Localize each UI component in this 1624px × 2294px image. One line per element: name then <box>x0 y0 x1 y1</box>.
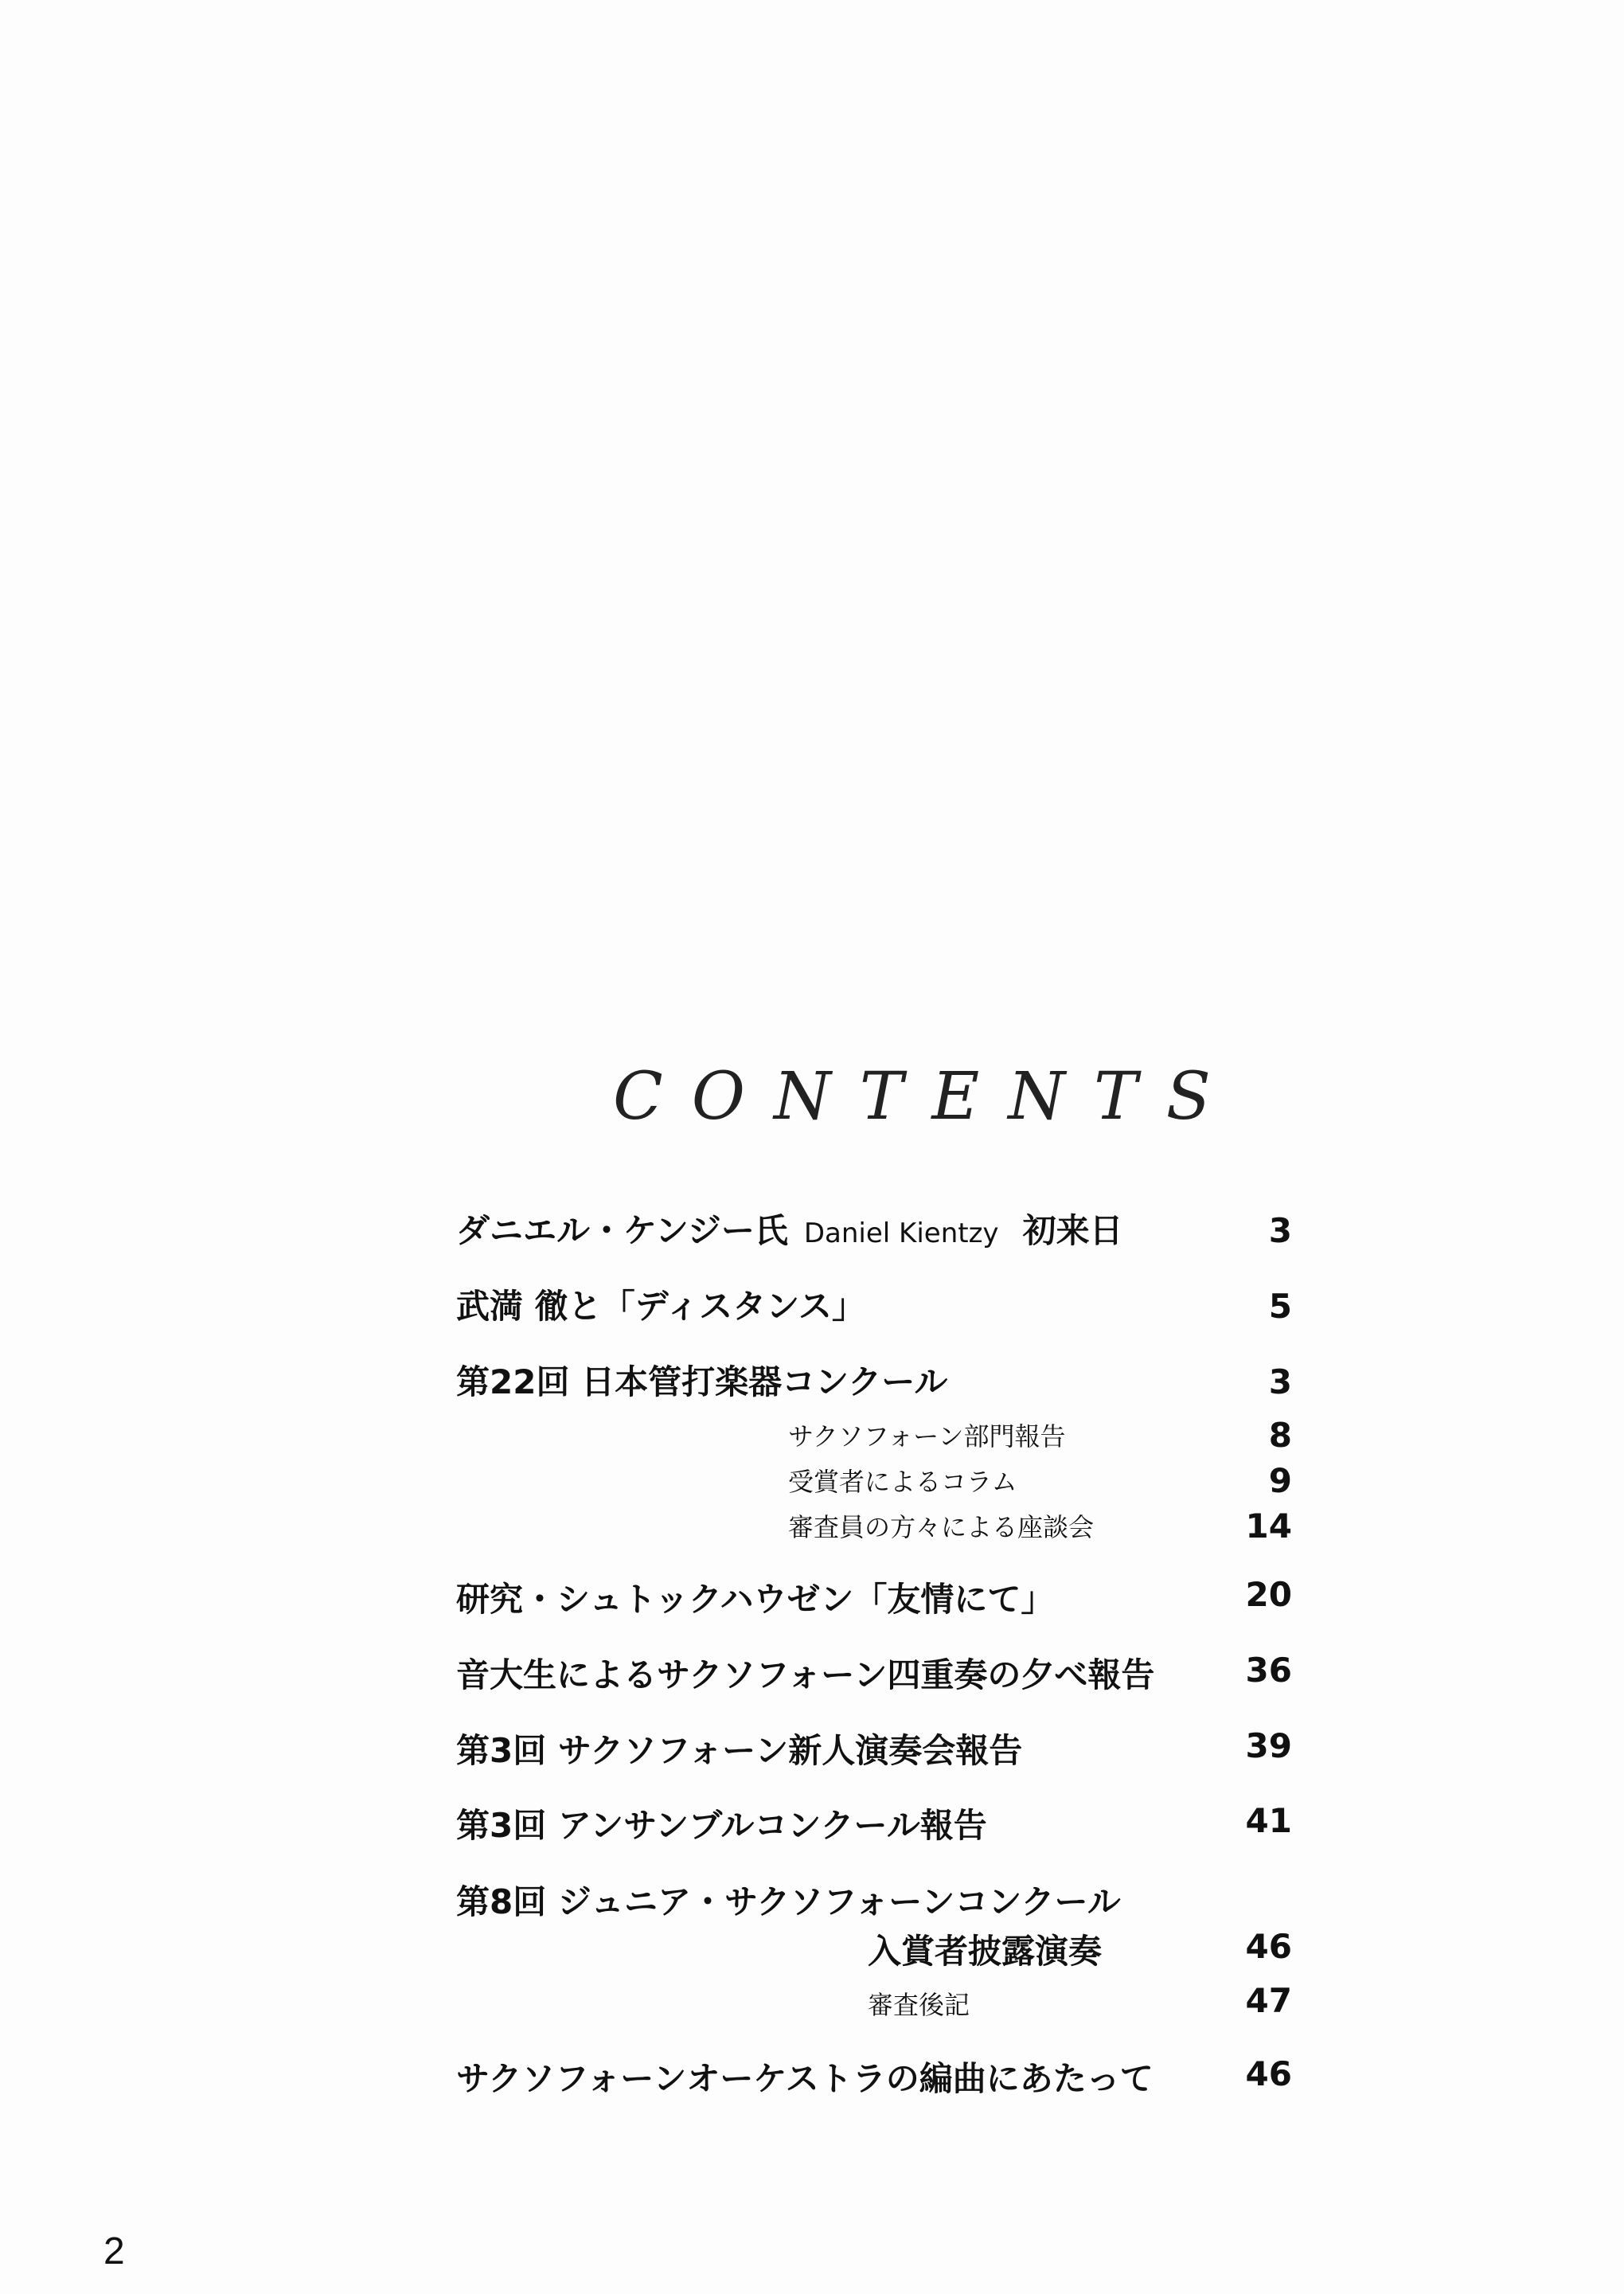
subentry-title: 受賞者によるコラム <box>788 1467 1017 1497</box>
toc-subentry <box>868 1981 1292 2020</box>
toc-subentry <box>788 1507 1292 1546</box>
toc-entry <box>456 2054 1292 2098</box>
subentry-page-number: 8 <box>1268 1416 1292 1455</box>
toc-subentry <box>788 1416 1292 1455</box>
entry-page-number: 41 <box>1245 1801 1292 1840</box>
entry-page-number: 39 <box>1245 1726 1292 1765</box>
toc-entry <box>456 1726 1292 1770</box>
toc-entry <box>456 1211 1292 1250</box>
toc-entry <box>456 1882 1292 1921</box>
toc-entry <box>456 1651 1292 1694</box>
toc-entry <box>456 1801 1292 1845</box>
entry-title: 研究・シュトックハウゼン「友情にて」 <box>456 1580 1055 1619</box>
entry-page-number: 36 <box>1245 1651 1292 1690</box>
entry-title: サクソフォーンオーケストラの編曲にあたって <box>456 2059 1154 2098</box>
entry-title: 音大生によるサクソフォーン四重奏の夕べ報告 <box>456 1655 1155 1694</box>
entry-title: 武満 徹と「ディスタンス」 <box>456 1287 866 1326</box>
subentry-title: サクソフォーン部門報告 <box>788 1421 1066 1452</box>
subentry-title: 審査員の方々による座談会 <box>788 1512 1095 1542</box>
entry-page-number: 5 <box>1268 1287 1292 1326</box>
entry-title: 第3回 サクソフォーン新人演奏会報告 <box>456 1731 1023 1770</box>
toc-entry <box>456 1575 1292 1619</box>
toc-entry-continuation <box>868 1927 1292 1971</box>
toc-entry <box>456 1362 1292 1401</box>
entry-title: 第22回 日本管打楽器コンクール <box>456 1362 948 1401</box>
entry-title: 第3回 アンサンブルコンクール報告 <box>456 1806 987 1845</box>
entry-title-english: Daniel Kientzy <box>803 1217 999 1249</box>
toc-entry <box>456 1287 1292 1326</box>
entry-title: ダニエル・ケンジー氏 <box>456 1211 788 1250</box>
entry-page-number: 20 <box>1245 1575 1292 1614</box>
subentry-page-number: 9 <box>1268 1461 1292 1500</box>
entry-page-number: 46 <box>1245 1927 1292 1966</box>
entry-page-number: 3 <box>1268 1211 1292 1250</box>
entry-title: 第8回 ジュニア・サクソフォーンコンクール <box>456 1882 1121 1921</box>
subentry-page-number: 47 <box>1245 1981 1292 2020</box>
entry-page-number: 46 <box>1245 2054 1292 2093</box>
entry-page-number: 3 <box>1268 1362 1292 1401</box>
entry-title-suffix: 初来日 <box>1022 1211 1123 1250</box>
toc-subentry <box>788 1461 1292 1500</box>
contents-heading: CONTENTS <box>613 1059 1239 1135</box>
subentry-title: 審査後記 <box>868 1990 970 2020</box>
entry-title: 入賞者披露演奏 <box>868 1932 1103 1971</box>
page-number: 2 <box>103 2230 125 2273</box>
subentry-page-number: 14 <box>1245 1507 1292 1546</box>
